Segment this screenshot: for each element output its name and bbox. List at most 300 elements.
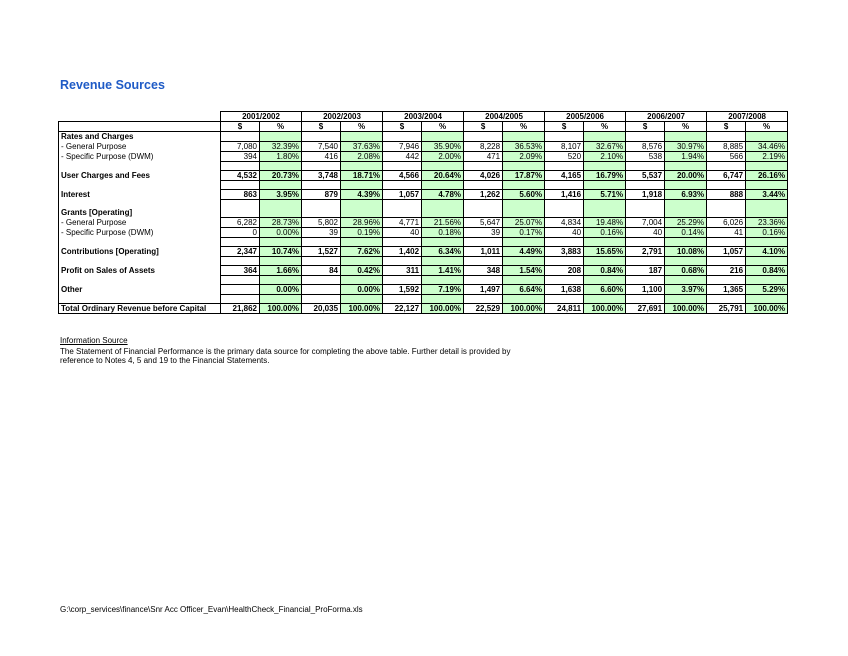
amount-cell: [302, 180, 341, 189]
percent-cell: 0.19%: [341, 227, 383, 237]
percent-cell: [746, 275, 788, 284]
percent-cell: 0.18%: [422, 227, 464, 237]
amount-cell: [383, 237, 422, 246]
percent-cell: [503, 180, 545, 189]
amount-cell: 311: [383, 265, 422, 275]
dollar-header: $: [626, 122, 665, 132]
year-header: 2004/2005: [464, 112, 545, 122]
amount-cell: 6,026: [707, 217, 746, 227]
percent-cell: [746, 132, 788, 142]
percent-cell: 32.67%: [584, 141, 626, 151]
percent-cell: 19.48%: [584, 217, 626, 227]
percent-cell: [665, 180, 707, 189]
percent-cell: 2.09%: [503, 151, 545, 161]
amount-cell: [464, 199, 503, 208]
percent-cell: 25.29%: [665, 217, 707, 227]
amount-cell: [383, 180, 422, 189]
amount-cell: 538: [626, 151, 665, 161]
spacer-row: [59, 161, 788, 170]
percent-header: %: [746, 122, 788, 132]
percent-cell: 16.79%: [584, 170, 626, 180]
amount-cell: [626, 132, 665, 142]
percent-cell: 1.80%: [260, 151, 302, 161]
table-row: [59, 189, 788, 199]
amount-cell: 2,791: [626, 246, 665, 256]
row-label: Interest: [59, 189, 221, 199]
amount-cell: [545, 132, 584, 142]
amount-cell: [302, 256, 341, 265]
amount-cell: 40: [626, 227, 665, 237]
amount-cell: 40: [545, 227, 584, 237]
row-label: - General Purpose: [59, 217, 221, 227]
amount-cell: 1,011: [464, 246, 503, 256]
spacer-row: [59, 180, 788, 189]
amount-cell: [707, 132, 746, 142]
amount-cell: 187: [626, 265, 665, 275]
percent-cell: 0.00%: [260, 284, 302, 294]
amount-cell: 7,946: [383, 141, 422, 151]
percent-cell: 0.00%: [341, 284, 383, 294]
amount-cell: 348: [464, 265, 503, 275]
percent-cell: 100.00%: [665, 303, 707, 313]
amount-cell: [383, 132, 422, 142]
amount-cell: [221, 237, 260, 246]
year-header: 2003/2004: [383, 112, 464, 122]
section-heading-row: [59, 208, 788, 217]
amount-cell: 566: [707, 151, 746, 161]
row-label: [59, 180, 221, 189]
year-header: 2005/2006: [545, 112, 626, 122]
amount-cell: [707, 180, 746, 189]
percent-cell: 1.94%: [665, 151, 707, 161]
table-row: [59, 284, 788, 294]
percent-cell: 6.34%: [422, 246, 464, 256]
percent-cell: 21.56%: [422, 217, 464, 227]
amount-cell: [383, 161, 422, 170]
percent-cell: 32.39%: [260, 141, 302, 151]
amount-cell: 7,540: [302, 141, 341, 151]
amount-cell: 1,638: [545, 284, 584, 294]
amount-cell: 216: [707, 265, 746, 275]
percent-cell: [260, 237, 302, 246]
percent-cell: [665, 132, 707, 142]
amount-cell: 879: [302, 189, 341, 199]
amount-cell: [302, 132, 341, 142]
amount-cell: 208: [545, 265, 584, 275]
amount-cell: [707, 208, 746, 217]
amount-cell: [545, 275, 584, 284]
amount-cell: [464, 237, 503, 246]
amount-cell: [221, 208, 260, 217]
percent-cell: [503, 294, 545, 303]
amount-cell: 863: [221, 189, 260, 199]
row-label: Profit on Sales of Assets: [59, 265, 221, 275]
percent-cell: [665, 161, 707, 170]
percent-cell: [584, 199, 626, 208]
amount-cell: 8,228: [464, 141, 503, 151]
row-label: [59, 237, 221, 246]
amount-cell: 6,747: [707, 170, 746, 180]
percent-cell: [260, 294, 302, 303]
percent-cell: [422, 256, 464, 265]
table-row: [59, 265, 788, 275]
amount-cell: 1,365: [707, 284, 746, 294]
unit-header-row: [59, 122, 788, 132]
amount-cell: 4,771: [383, 217, 422, 227]
year-header: 2006/2007: [626, 112, 707, 122]
percent-cell: 10.74%: [260, 246, 302, 256]
percent-cell: 20.00%: [665, 170, 707, 180]
percent-cell: 5.60%: [503, 189, 545, 199]
percent-cell: [422, 132, 464, 142]
amount-cell: 8,576: [626, 141, 665, 151]
header-blank: [59, 122, 221, 132]
percent-cell: 4.10%: [746, 246, 788, 256]
amount-cell: 1,497: [464, 284, 503, 294]
year-header: 2002/2003: [302, 112, 383, 122]
table-row: [59, 246, 788, 256]
percent-cell: 7.62%: [341, 246, 383, 256]
amount-cell: 0: [221, 227, 260, 237]
percent-cell: [584, 132, 626, 142]
percent-cell: [260, 275, 302, 284]
percent-cell: 2.00%: [422, 151, 464, 161]
percent-cell: 1.54%: [503, 265, 545, 275]
amount-cell: [626, 199, 665, 208]
amount-cell: [464, 275, 503, 284]
spacer-row: [59, 294, 788, 303]
amount-cell: [302, 284, 341, 294]
percent-cell: [584, 294, 626, 303]
amount-cell: 2,347: [221, 246, 260, 256]
section-heading-row: [59, 132, 788, 142]
information-source-text: The Statement of Financial Performance is the primary data source for completing the above table. Further detail is provided by reference to Notes 4, 5 and 19 to the Financial Statements.: [60, 346, 511, 366]
percent-cell: [746, 180, 788, 189]
amount-cell: 27,691: [626, 303, 665, 313]
amount-cell: 21,862: [221, 303, 260, 313]
percent-cell: 1.41%: [422, 265, 464, 275]
percent-cell: 5.29%: [746, 284, 788, 294]
amount-cell: 3,883: [545, 246, 584, 256]
percent-cell: [584, 237, 626, 246]
percent-cell: 4.39%: [341, 189, 383, 199]
dollar-header: $: [464, 122, 503, 132]
percent-cell: 26.16%: [746, 170, 788, 180]
percent-cell: [584, 208, 626, 217]
amount-cell: 24,811: [545, 303, 584, 313]
amount-cell: [221, 161, 260, 170]
amount-cell: [545, 199, 584, 208]
amount-cell: 3,748: [302, 170, 341, 180]
amount-cell: 1,416: [545, 189, 584, 199]
percent-cell: [422, 237, 464, 246]
amount-cell: [464, 256, 503, 265]
row-label: Contributions [Operating]: [59, 246, 221, 256]
percent-header: %: [665, 122, 707, 132]
amount-cell: [464, 294, 503, 303]
amount-cell: [302, 161, 341, 170]
percent-cell: [584, 180, 626, 189]
table-row: [59, 227, 788, 237]
percent-cell: 100.00%: [260, 303, 302, 313]
table-row: [59, 141, 788, 151]
amount-cell: 4,566: [383, 170, 422, 180]
percent-cell: [503, 208, 545, 217]
amount-cell: 22,529: [464, 303, 503, 313]
table-row: [59, 151, 788, 161]
percent-cell: [746, 237, 788, 246]
amount-cell: 7,080: [221, 141, 260, 151]
year-header-row: [59, 112, 788, 122]
amount-cell: [626, 180, 665, 189]
row-label: [59, 256, 221, 265]
amount-cell: 1,057: [707, 246, 746, 256]
percent-cell: 15.65%: [584, 246, 626, 256]
amount-cell: [221, 256, 260, 265]
percent-cell: [665, 237, 707, 246]
amount-cell: [221, 132, 260, 142]
amount-cell: 1,402: [383, 246, 422, 256]
percent-cell: [584, 275, 626, 284]
percent-cell: [341, 199, 383, 208]
table-row: [59, 217, 788, 227]
dollar-header: $: [221, 122, 260, 132]
percent-cell: [260, 161, 302, 170]
amount-cell: 8,107: [545, 141, 584, 151]
amount-cell: [302, 294, 341, 303]
row-label: [59, 275, 221, 284]
amount-cell: [221, 284, 260, 294]
amount-cell: [221, 180, 260, 189]
percent-cell: [746, 256, 788, 265]
row-label: User Charges and Fees: [59, 170, 221, 180]
amount-cell: [383, 208, 422, 217]
percent-cell: 2.10%: [584, 151, 626, 161]
amount-cell: 471: [464, 151, 503, 161]
amount-cell: [626, 161, 665, 170]
percent-cell: [341, 294, 383, 303]
amount-cell: 22,127: [383, 303, 422, 313]
row-label: Rates and Charges: [59, 132, 221, 142]
amount-cell: 520: [545, 151, 584, 161]
percent-header: %: [584, 122, 626, 132]
amount-cell: [545, 237, 584, 246]
amount-cell: [383, 294, 422, 303]
amount-cell: 8,885: [707, 141, 746, 151]
year-header: 2001/2002: [221, 112, 302, 122]
percent-header: %: [341, 122, 383, 132]
percent-cell: 1.66%: [260, 265, 302, 275]
amount-cell: 1,918: [626, 189, 665, 199]
amount-cell: 5,647: [464, 217, 503, 227]
percent-cell: 28.73%: [260, 217, 302, 227]
percent-cell: [746, 294, 788, 303]
amount-cell: [626, 294, 665, 303]
amount-cell: [626, 256, 665, 265]
percent-cell: 0.42%: [341, 265, 383, 275]
percent-cell: [503, 237, 545, 246]
percent-cell: 37.63%: [341, 141, 383, 151]
percent-cell: 20.64%: [422, 170, 464, 180]
amount-cell: [221, 199, 260, 208]
percent-header: %: [422, 122, 464, 132]
percent-cell: 100.00%: [341, 303, 383, 313]
percent-cell: [665, 256, 707, 265]
percent-cell: [746, 199, 788, 208]
percent-cell: 100.00%: [584, 303, 626, 313]
percent-cell: [260, 199, 302, 208]
percent-cell: 3.44%: [746, 189, 788, 199]
amount-cell: [464, 161, 503, 170]
percent-cell: [503, 256, 545, 265]
percent-cell: [341, 208, 383, 217]
spacer-row: [59, 256, 788, 265]
percent-cell: [665, 199, 707, 208]
row-label: Grants [Operating]: [59, 208, 221, 217]
amount-cell: [302, 275, 341, 284]
percent-cell: 3.97%: [665, 284, 707, 294]
percent-cell: [422, 180, 464, 189]
percent-cell: 36.53%: [503, 141, 545, 151]
percent-cell: [341, 161, 383, 170]
percent-cell: 0.14%: [665, 227, 707, 237]
percent-cell: [503, 161, 545, 170]
percent-cell: 6.93%: [665, 189, 707, 199]
percent-cell: [341, 237, 383, 246]
amount-cell: 4,026: [464, 170, 503, 180]
amount-cell: [707, 256, 746, 265]
percent-cell: 18.71%: [341, 170, 383, 180]
amount-cell: [383, 256, 422, 265]
percent-cell: 100.00%: [422, 303, 464, 313]
percent-cell: 5.71%: [584, 189, 626, 199]
page-title: Revenue Sources: [60, 78, 165, 92]
amount-cell: 1,592: [383, 284, 422, 294]
amount-cell: [302, 199, 341, 208]
row-label: Total Ordinary Revenue before Capital: [59, 303, 221, 313]
percent-cell: [665, 275, 707, 284]
amount-cell: [545, 208, 584, 217]
amount-cell: 20,035: [302, 303, 341, 313]
spacer-row: [59, 199, 788, 208]
amount-cell: [302, 237, 341, 246]
percent-cell: 0.84%: [584, 265, 626, 275]
percent-cell: [503, 199, 545, 208]
amount-cell: [626, 237, 665, 246]
amount-cell: [545, 256, 584, 265]
amount-cell: 4,834: [545, 217, 584, 227]
percent-cell: 20.73%: [260, 170, 302, 180]
amount-cell: 40: [383, 227, 422, 237]
row-label: [59, 294, 221, 303]
dollar-header: $: [545, 122, 584, 132]
percent-cell: [422, 199, 464, 208]
row-label: - Specific Purpose (DWM): [59, 227, 221, 237]
percent-cell: 0.16%: [746, 227, 788, 237]
amount-cell: [221, 294, 260, 303]
amount-cell: 7,004: [626, 217, 665, 227]
percent-cell: 3.95%: [260, 189, 302, 199]
percent-cell: 2.19%: [746, 151, 788, 161]
percent-cell: [584, 161, 626, 170]
percent-cell: [746, 208, 788, 217]
amount-cell: 6,282: [221, 217, 260, 227]
amount-cell: [626, 208, 665, 217]
percent-cell: 6.60%: [584, 284, 626, 294]
amount-cell: 394: [221, 151, 260, 161]
amount-cell: [707, 275, 746, 284]
amount-cell: 39: [464, 227, 503, 237]
amount-cell: 84: [302, 265, 341, 275]
percent-cell: [503, 132, 545, 142]
header-blank: [59, 112, 221, 122]
amount-cell: 25,791: [707, 303, 746, 313]
total-row: [59, 303, 788, 313]
row-label: [59, 199, 221, 208]
amount-cell: 1,057: [383, 189, 422, 199]
dollar-header: $: [707, 122, 746, 132]
amount-cell: [626, 275, 665, 284]
percent-cell: [422, 294, 464, 303]
percent-cell: 0.84%: [746, 265, 788, 275]
percent-cell: 0.17%: [503, 227, 545, 237]
amount-cell: 4,532: [221, 170, 260, 180]
percent-cell: 10.08%: [665, 246, 707, 256]
percent-cell: 17.87%: [503, 170, 545, 180]
percent-cell: 100.00%: [503, 303, 545, 313]
amount-cell: [464, 180, 503, 189]
amount-cell: [221, 275, 260, 284]
row-label: - Specific Purpose (DWM): [59, 151, 221, 161]
amount-cell: [464, 208, 503, 217]
percent-cell: [260, 208, 302, 217]
amount-cell: 5,802: [302, 217, 341, 227]
amount-cell: 416: [302, 151, 341, 161]
amount-cell: [545, 161, 584, 170]
amount-cell: [464, 132, 503, 142]
dollar-header: $: [302, 122, 341, 132]
percent-cell: 0.68%: [665, 265, 707, 275]
amount-cell: [545, 294, 584, 303]
percent-cell: [422, 208, 464, 217]
spacer-row: [59, 275, 788, 284]
percent-cell: 6.64%: [503, 284, 545, 294]
amount-cell: 41: [707, 227, 746, 237]
percent-cell: [341, 275, 383, 284]
amount-cell: 39: [302, 227, 341, 237]
amount-cell: 5,537: [626, 170, 665, 180]
information-source-heading: Information Source: [60, 336, 128, 345]
percent-cell: [341, 180, 383, 189]
percent-cell: 7.19%: [422, 284, 464, 294]
percent-cell: [746, 161, 788, 170]
percent-cell: 25.07%: [503, 217, 545, 227]
dollar-header: $: [383, 122, 422, 132]
percent-cell: [260, 180, 302, 189]
revenue-table: [58, 111, 788, 314]
percent-cell: 23.36%: [746, 217, 788, 227]
spacer-row: [59, 237, 788, 246]
percent-cell: [260, 132, 302, 142]
amount-cell: 888: [707, 189, 746, 199]
file-path-footer: G:\corp_services\finance\Snr Acc Officer_Evan\HealthCheck_Financial_ProForma.xls: [60, 605, 363, 614]
row-label: Other: [59, 284, 221, 294]
row-label: - General Purpose: [59, 141, 221, 151]
percent-cell: [422, 161, 464, 170]
amount-cell: [383, 199, 422, 208]
percent-header: %: [503, 122, 545, 132]
percent-cell: 4.49%: [503, 246, 545, 256]
